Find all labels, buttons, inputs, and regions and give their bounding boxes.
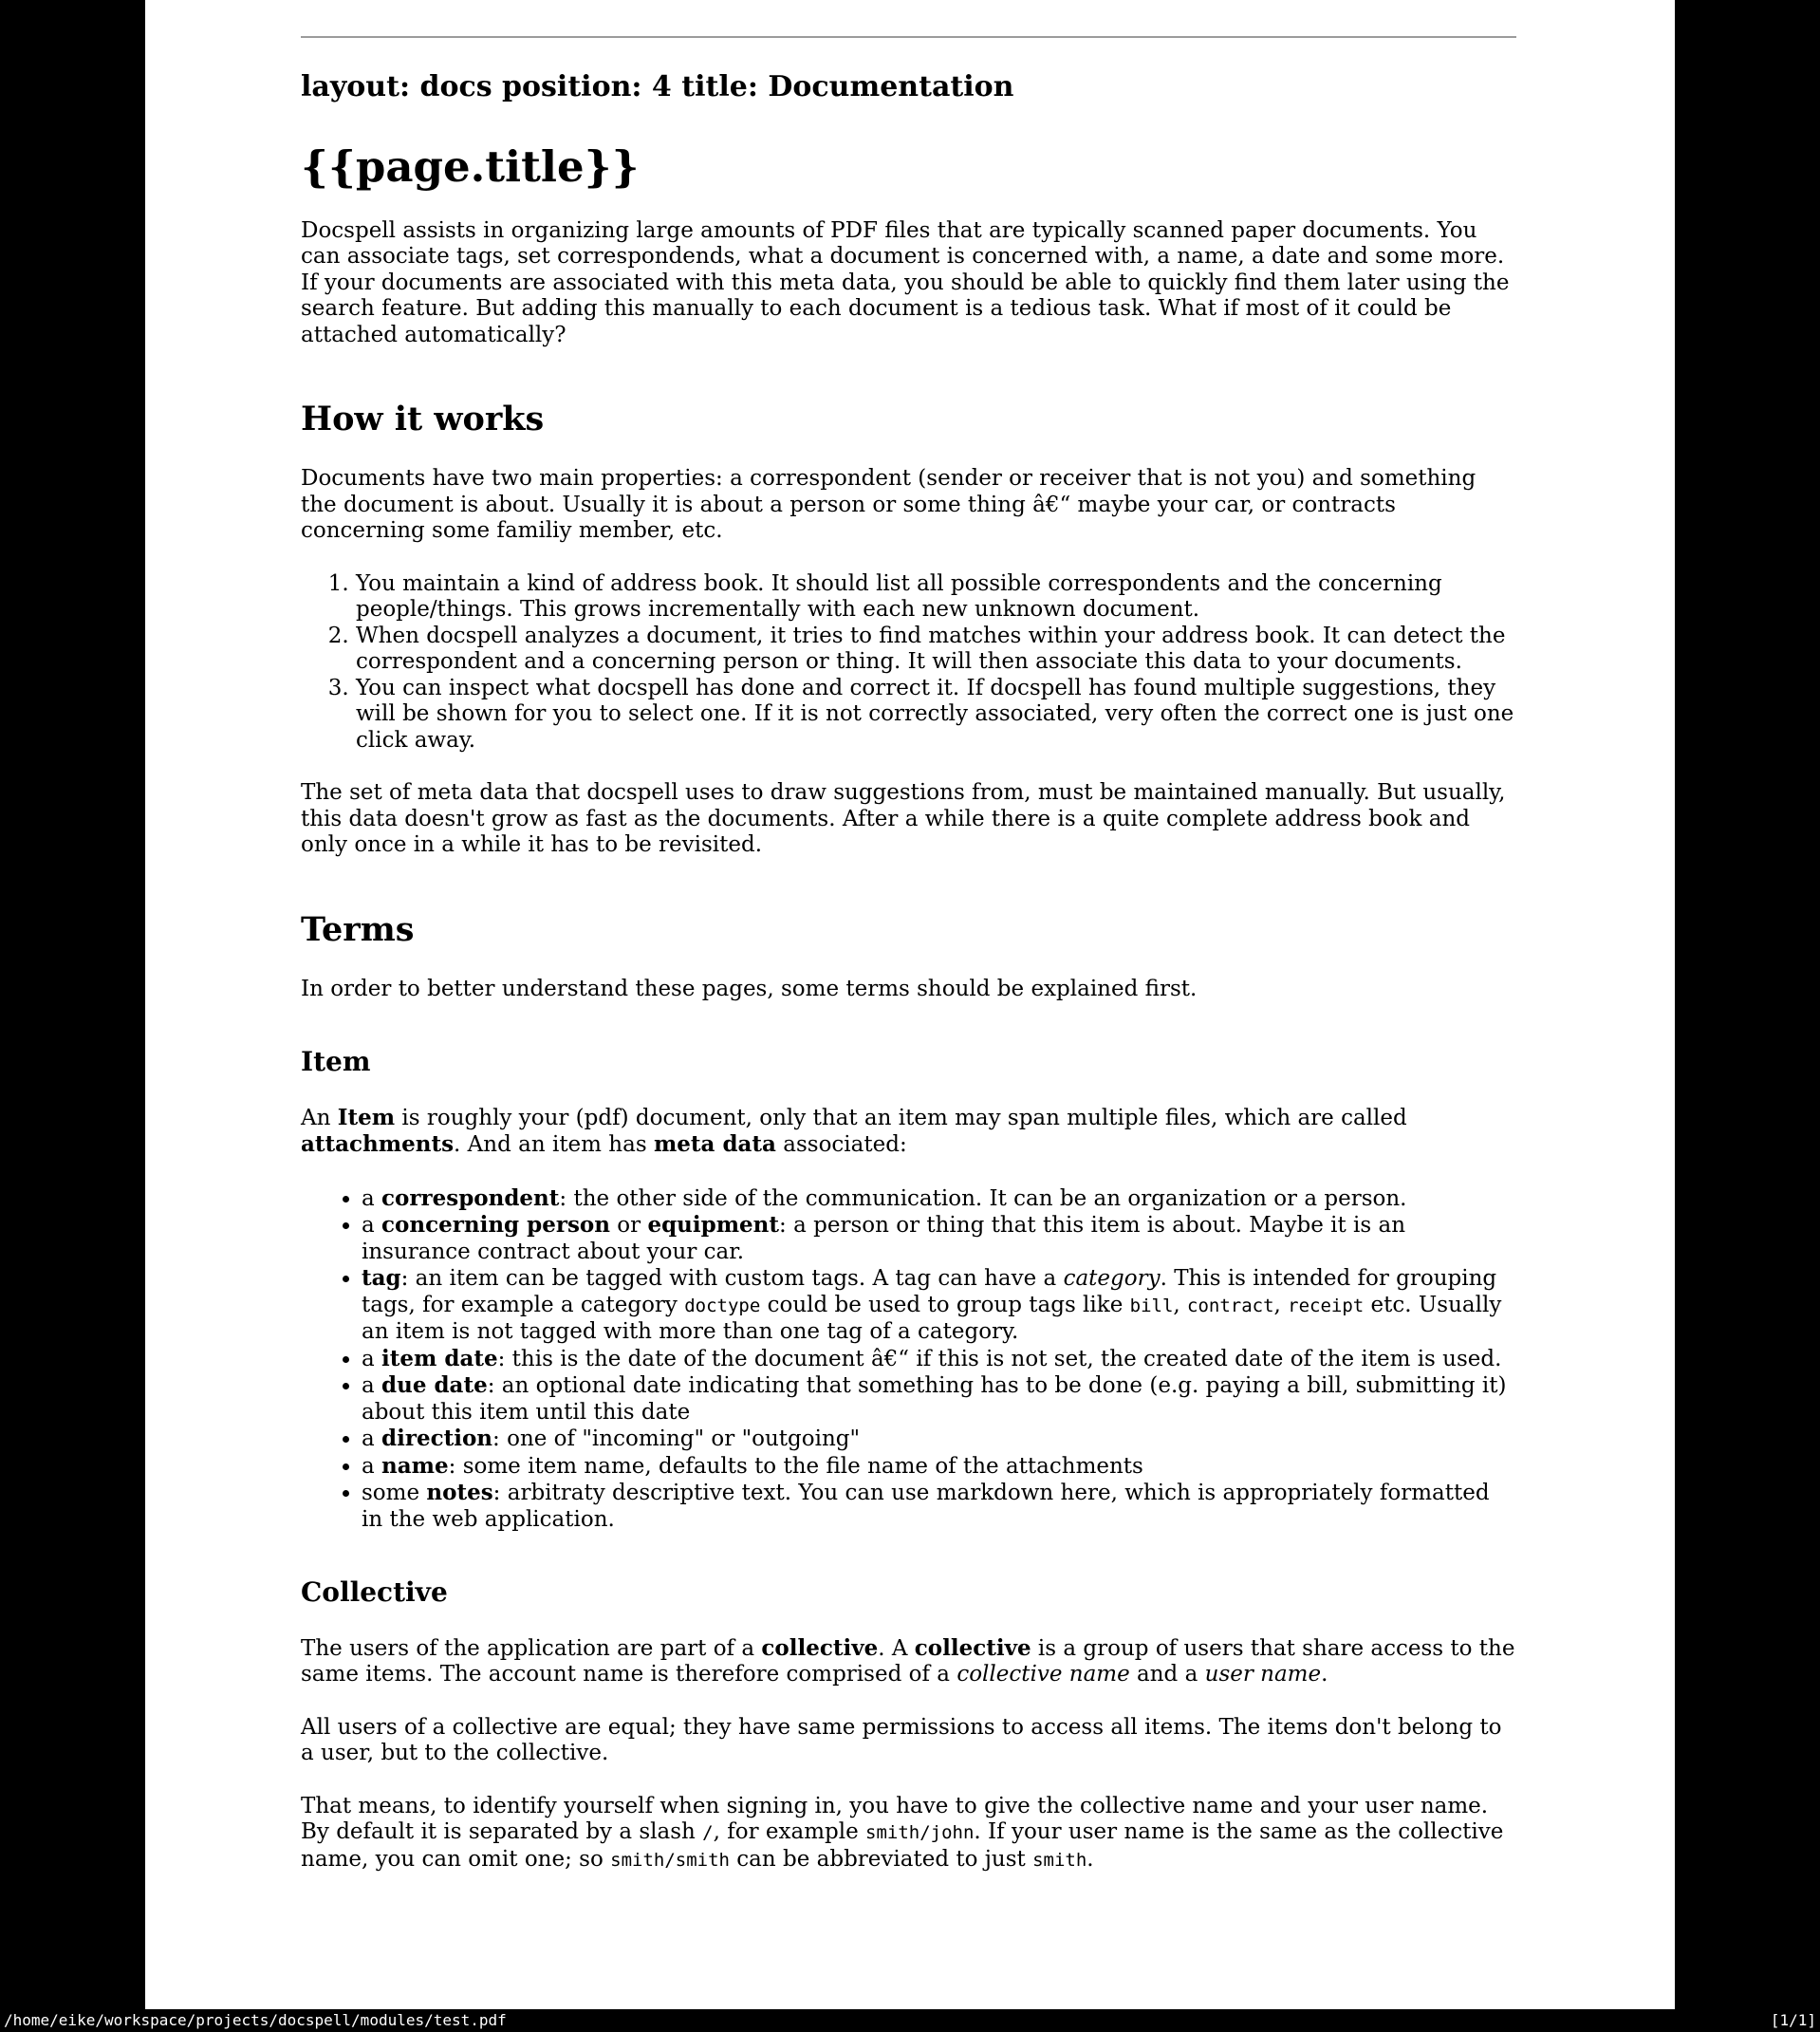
how-it-works-heading: How it works	[301, 400, 545, 439]
suggestions-paragraph: The set of meta data that docspell uses to draw suggestions from, must be maintained manually. But usually, this data doesn't grow as fast as the documents. After a while there is a quite complete address book and only once in a while it has to be revisited.	[301, 780, 1506, 858]
meta-list-item: • some notes: arbitraty descriptive text. You can use markdown here, which is appropriately formatted in the web application.	[362, 1480, 1516, 1533]
permissions-paragraph: All users of a collective are equal; they have same permissions to access all items. The items don't belong to a user, but to the collective.	[301, 1714, 1502, 1766]
item-intro-paragraph: An Item is roughly your (pdf) document, only that an item may span multiple files, which are called attachments. And an item has meta data associated:	[301, 1104, 1407, 1158]
meta-list-item: • tag: an item can be tagged with custom tags. A tag can have a category. This is intended for grouping tags, for example a category doctype could be used to group tags like bill, contract, receipt etc. Usually an item is not tagged with more than one tag of a category.	[362, 1265, 1516, 1346]
document-content	[301, 36, 1516, 1874]
item-heading: Item	[301, 1046, 371, 1078]
meta-list-item: • a concerning person or equipment: a person or thing that this item is about. Maybe it is an insurance contract about your car.	[362, 1212, 1516, 1265]
item-meta-list	[301, 1185, 1516, 1534]
meta-list-item: • a due date: an optional date indicating that something has to be done (e.g. paying a bill, submitting it) about this item until this date	[362, 1372, 1516, 1426]
page-indicator: [1/1]	[1770, 2011, 1816, 2029]
terms-heading: Terms	[301, 909, 415, 949]
meta-list-item: • a item date: this is the date of the document â€“ if this is not set, the created date of the item is used.	[362, 1346, 1516, 1373]
terms-intro-paragraph: In order to better understand these pages, some terms should be explained first.	[301, 976, 1198, 1001]
workflow-ordered-list	[301, 571, 1516, 755]
file-path: /home/eike/workspace/projects/docspell/modules/test.pdf	[4, 2011, 507, 2029]
workflow-step: 2. When docspell analyzes a document, it tries to find matches within your address book. It can detect the correspondent and a concerning person or thing. It will then associate this data to your documents.	[356, 624, 1516, 676]
properties-paragraph: Documents have two main properties: a correspondent (sender or receiver that is not you) and something the document is about. Usually it is about a person or some thing â€“ maybe your car, or contracts concerning some familiy member, etc.	[301, 466, 1476, 544]
intro-paragraph: Docspell assists in organizing large amounts of PDF files that are typically scanned paper documents. You can associate tags, set correspondends, what a document is concerned with, a name, a date and some more. If your documents are associated with this meta data, you should be able to quickly find them later using the search feature. But adding this manually to each document is a tedious task. What if most of it could be attached automatically?	[301, 217, 1510, 347]
page-title: {{page.title}}	[301, 141, 640, 192]
meta-list-item: • a correspondent: the other side of the communication. It can be an organization or a person.	[362, 1185, 1516, 1213]
collective-paragraph: The users of the application are part of a collective. A collective is a group of users that share access to the same items. The account name is therefore comprised of a collective name and a user name.	[301, 1634, 1515, 1687]
workflow-step: 1. You maintain a kind of address book. It should list all possible correspondents and the concerning people/things. This grows incrementally with each new unknown document.	[356, 571, 1516, 624]
workflow-step: 3. You can inspect what docspell has done and correct it. If docspell has found multiple suggestions, they will be shown for you to select one. If it is not correctly associated, very often the correct one is just one click away.	[356, 676, 1516, 755]
frontmatter-heading: layout: docs position: 4 title: Documentation	[301, 70, 1014, 103]
frontmatter-rule	[301, 36, 1516, 38]
meta-list-item: • a name: some item name, defaults to the file name of the attachments	[362, 1453, 1516, 1481]
statusbar	[0, 2009, 1820, 2032]
meta-list-item: • a direction: one of "incoming" or "outgoing"	[362, 1426, 1516, 1453]
document-page	[145, 0, 1675, 2009]
signin-paragraph: That means, to identify yourself when signing in, you have to give the collective name and your user name. By default it is separated by a slash /, for example smith/john. If your user name is the same as the collective name, you can omit one; so smith/smith can be abbreviated to just smith.	[301, 1793, 1504, 1872]
collective-heading: Collective	[301, 1576, 448, 1609]
